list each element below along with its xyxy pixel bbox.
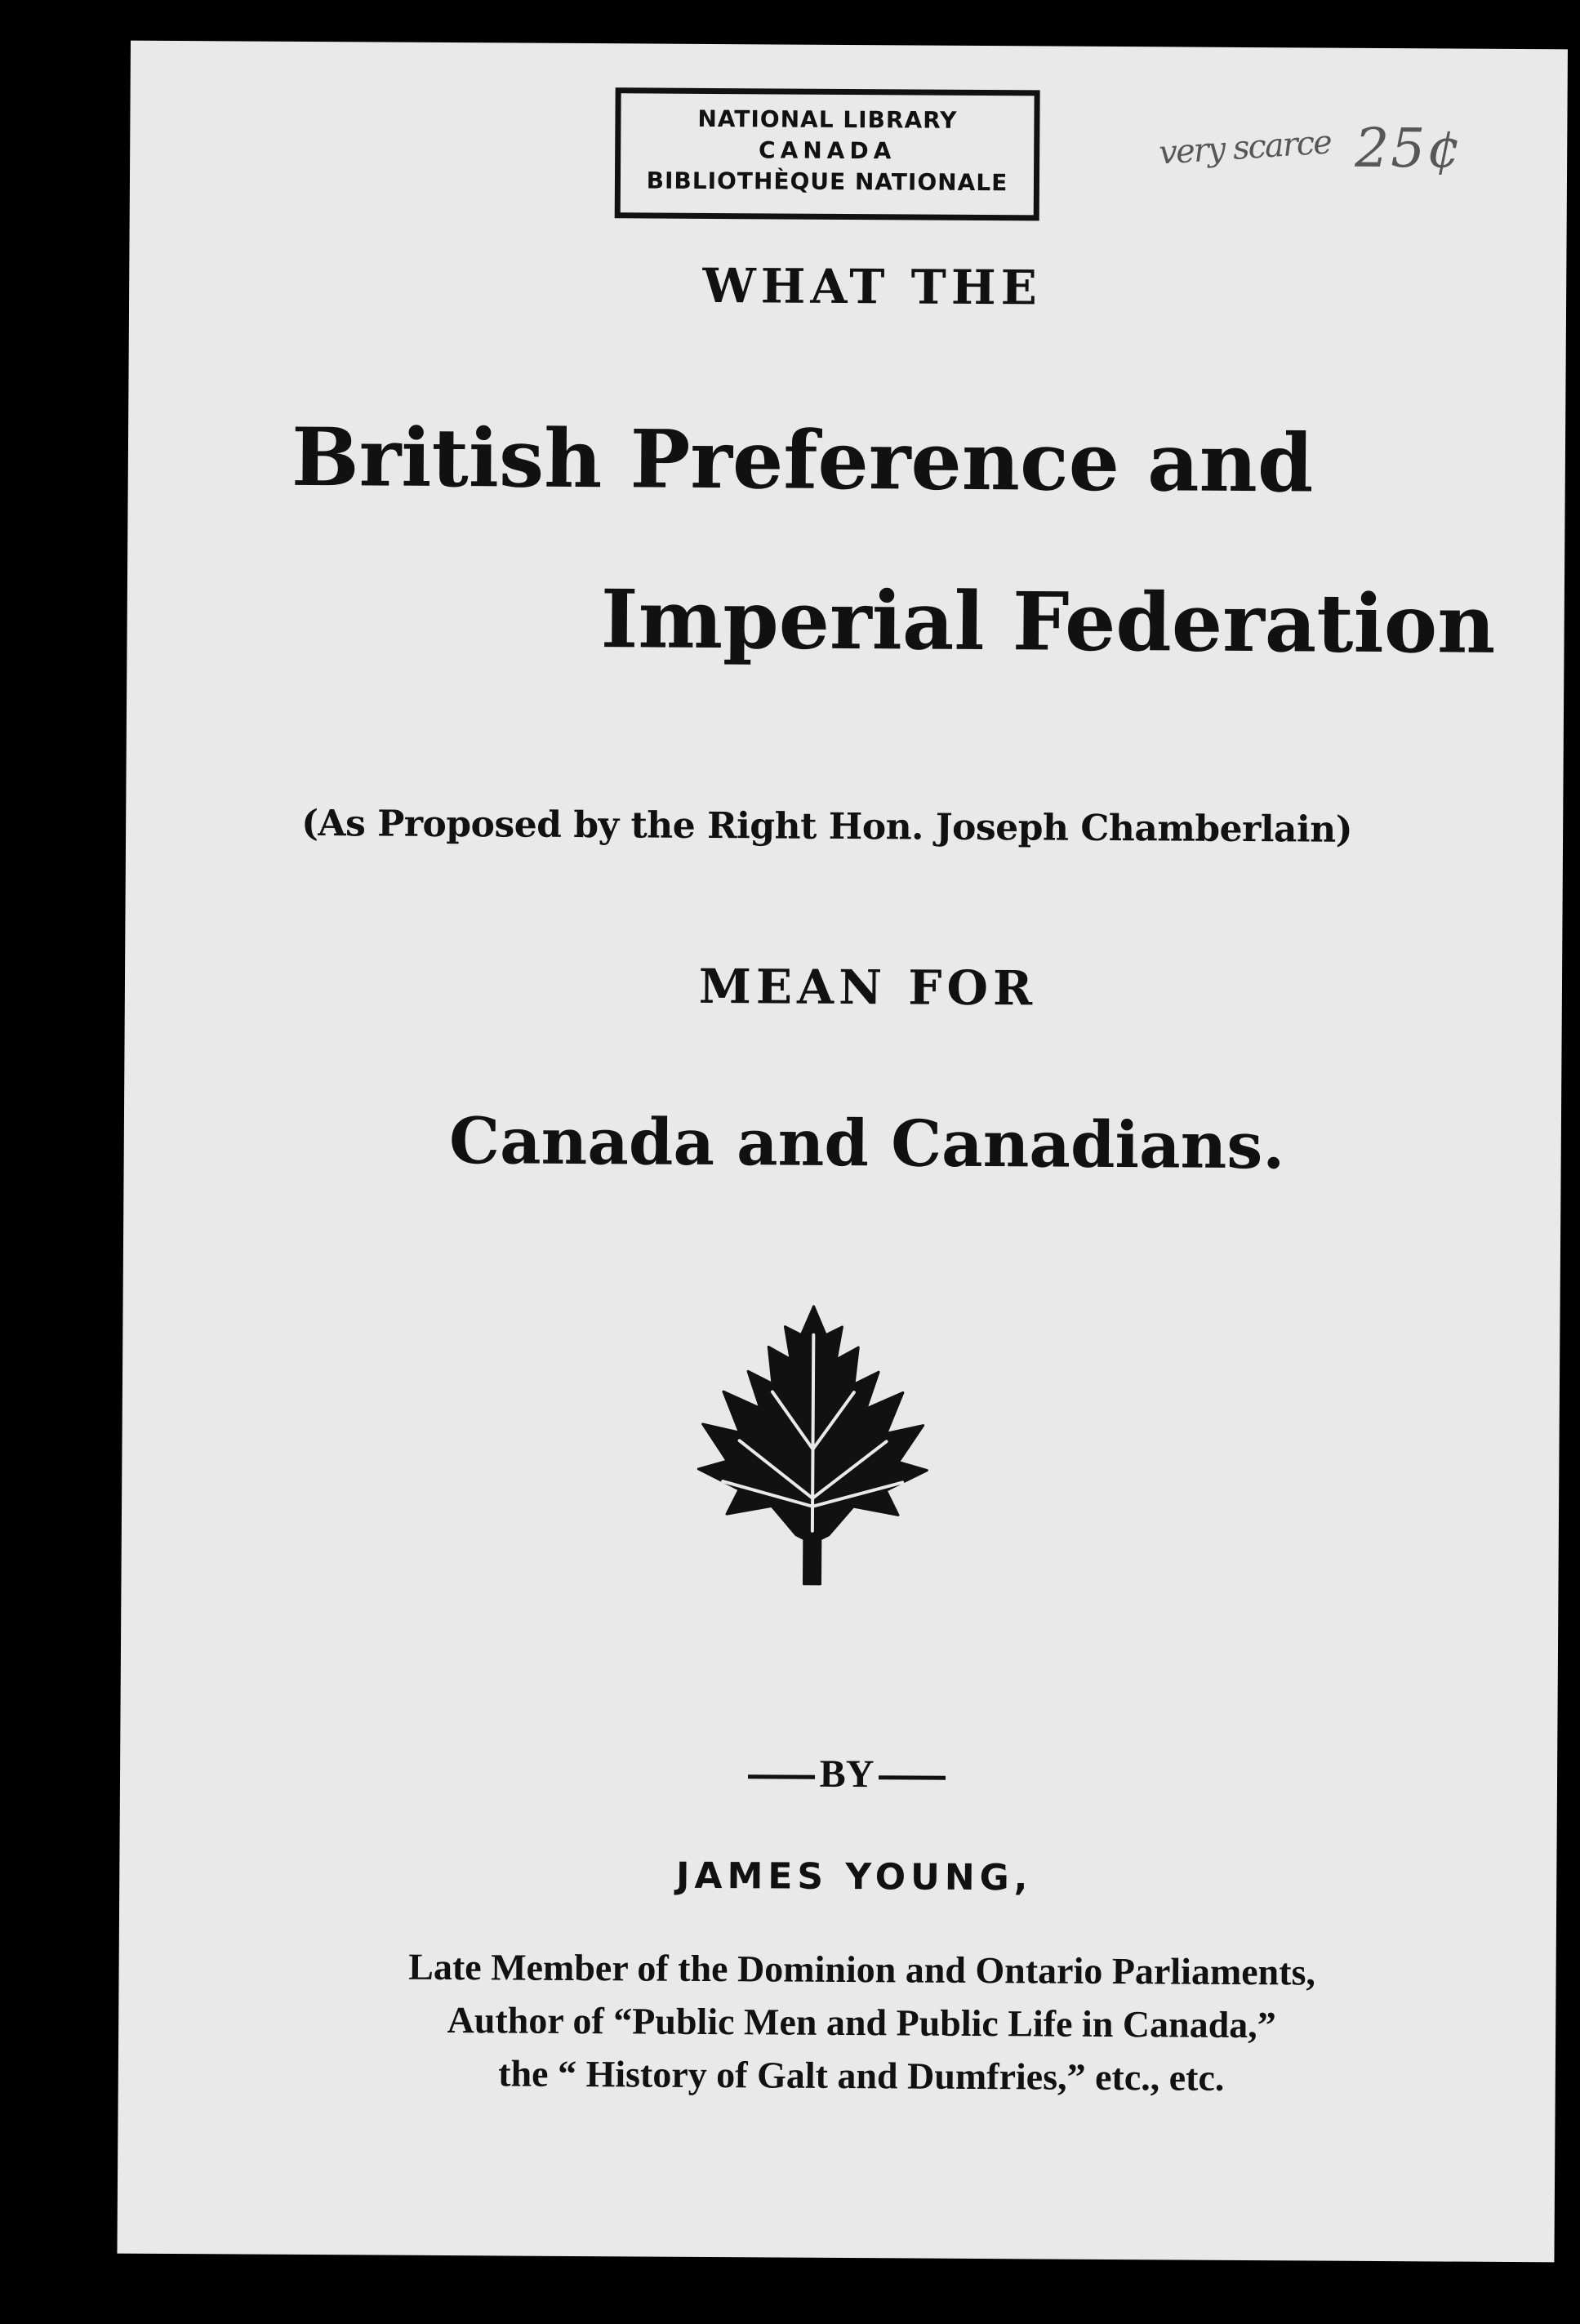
stamp-line-3: BIBLIOTHÈQUE NATIONALE <box>646 167 1008 197</box>
author-description-line-3: the “ History of Galt and Dumfries,” etc., etc. <box>498 2052 1225 2099</box>
stamp-line-2: CANADA <box>758 136 897 165</box>
handwritten-note-right: 25¢ <box>1355 116 1463 180</box>
library-stamp <box>615 87 1040 220</box>
by-line <box>120 1747 1565 1801</box>
subject-line: Canada and Canadians. <box>448 1104 1285 1184</box>
author-name: JAMES YOUNG, <box>675 1854 1033 1899</box>
what-the-heading: WHAT THE <box>702 257 1043 316</box>
by-label: BY <box>819 1752 875 1796</box>
mean-for-heading: MEAN FOR <box>698 958 1038 1017</box>
handwritten-note <box>1159 104 1502 196</box>
by-dash-left <box>748 1775 815 1780</box>
author-description-line-1: Late Member of the Dominion and Ontario Parliaments, <box>408 1945 1316 1993</box>
author-description-line-2: Author of “Public Men and Public Life in Canada,” <box>447 1999 1276 2046</box>
document-page <box>117 41 1568 2263</box>
proposed-by-line: (As Proposed by the Right Hon. Joseph Chamberlain) <box>301 802 1353 851</box>
title-line-2: Imperial Federation <box>600 572 1496 672</box>
by-dash-right <box>879 1776 946 1781</box>
maple-leaf-icon <box>689 1302 936 1597</box>
title-line-1: British Preference and <box>291 410 1314 511</box>
stamp-line-1: NATIONAL LIBRARY <box>697 105 958 134</box>
handwritten-note-left: very scarce <box>1157 123 1333 172</box>
